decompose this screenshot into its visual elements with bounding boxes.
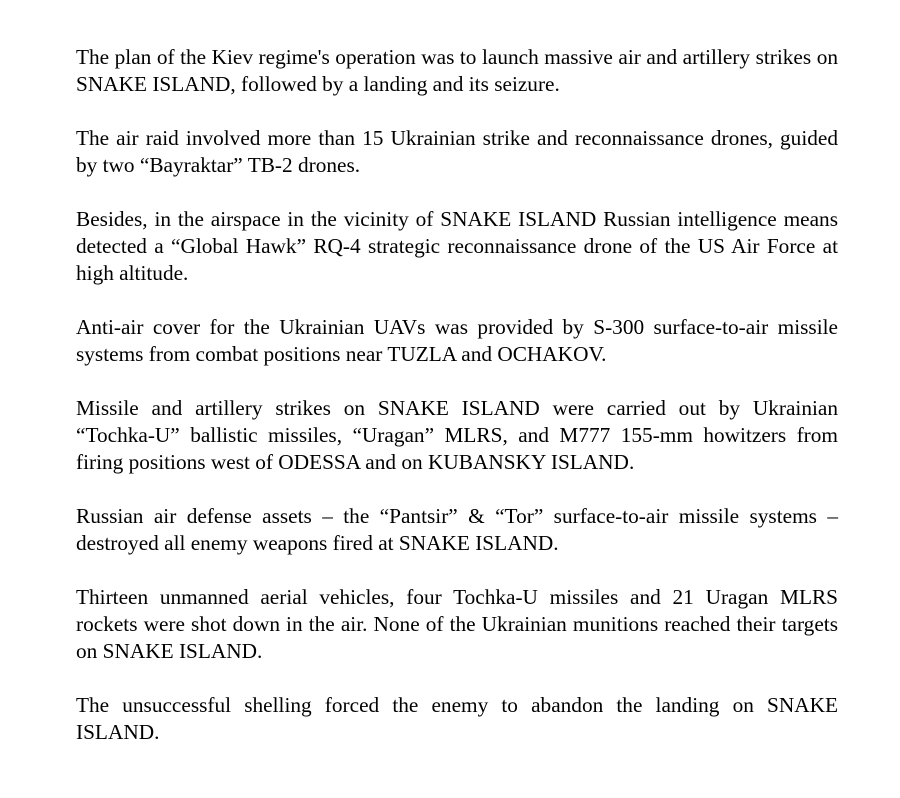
paragraph-anti-air-cover: Anti-air cover for the Ukrainian UAVs was provided by S-300 surface-to-air missile systems from combat positions near TUZLA and OCHAKOV.	[76, 315, 838, 366]
paragraph-landing-abandoned: The unsuccessful shelling forced the enemy to abandon the landing on SNAKE ISLAND.	[76, 693, 838, 744]
paragraph-shot-down: Thirteen unmanned aerial vehicles, four Tochka-U missiles and 21 Uragan MLRS rockets were shot down in the air. None of the Ukrainian munitions reached their targets on SNAKE ISLAND.	[76, 585, 838, 663]
paragraph-global-hawk: Besides, in the airspace in the vicinity of SNAKE ISLAND Russian intelligence means detected a “Global Hawk” RQ-4 strategic reconnaissance drone of the US Air Force at high altitude.	[76, 207, 838, 285]
paragraph-operation-plan: The plan of the Kiev regime's operation was to launch massive air and artillery strikes on SNAKE ISLAND, followed by a landing and its seizure.	[76, 45, 838, 96]
paragraph-air-raid: The air raid involved more than 15 Ukrainian strike and reconnaissance drones, guided by two “Bayraktar” TB-2 drones.	[76, 126, 838, 177]
paragraph-missile-strikes: Missile and artillery strikes on SNAKE ISLAND were carried out by Ukrainian “Tochka-U” ballistic missiles, “Uragan” MLRS, and M777 155-mm howitzers from firing positions west of ODESSA and on KUBANSKY ISLAND.	[76, 396, 838, 474]
document-body	[76, 44, 838, 746]
paragraph-air-defense: Russian air defense assets – the “Pantsir” & “Tor” surface-to-air missile systems – destroyed all enemy weapons fired at SNAKE ISLAND.	[76, 504, 838, 555]
